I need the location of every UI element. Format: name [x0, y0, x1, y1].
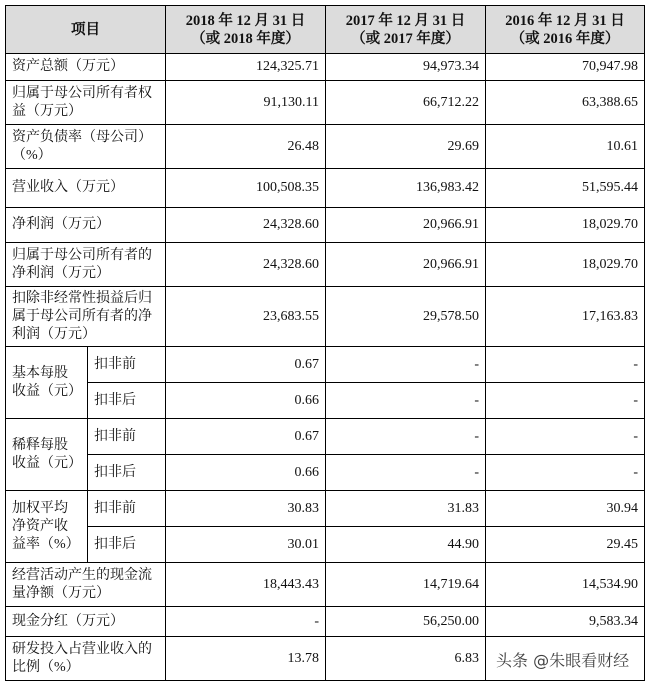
cell-2016: - [486, 347, 645, 383]
row-label: 归属于母公司所有者的净利润（万元） [6, 243, 166, 287]
header-2016: 2016 年 12 月 31 日 （或 2016 年度） [486, 6, 645, 54]
cell-2018: 26.48 [166, 125, 326, 169]
cell-2017: 29.69 [326, 125, 486, 169]
cell-2017: 20,966.91 [326, 243, 486, 287]
cell-2016: 63,388.65 [486, 81, 645, 125]
cell-2018: 24,328.60 [166, 243, 326, 287]
cell-2018: 0.66 [166, 383, 326, 419]
watermark-text: 头条 @朱眼看财经 [496, 651, 630, 670]
row-sub-label: 扣非后 [88, 455, 166, 491]
row-sub-label: 扣非前 [88, 491, 166, 527]
table-row [6, 383, 645, 419]
cell-2017: 44.90 [326, 527, 486, 563]
cell-2017: 94,973.34 [326, 54, 486, 81]
cell-2017: 6.83 [326, 637, 486, 681]
row-sub-label: 扣非后 [88, 383, 166, 419]
cell-2018: 13.78 [166, 637, 326, 681]
table-row [6, 455, 645, 491]
row-label: 现金分红（万元） [6, 607, 166, 637]
table-row [6, 347, 645, 383]
cell-2016: - [486, 383, 645, 419]
cell-2016: 14,534.90 [486, 563, 645, 607]
cell-2016: 18,029.70 [486, 243, 645, 287]
header-2018: 2018 年 12 月 31 日 （或 2018 年度） [166, 6, 326, 54]
table-row [6, 419, 645, 455]
cell-2018: 30.01 [166, 527, 326, 563]
cell-2018: 0.67 [166, 419, 326, 455]
row-label: 研发投入占营业收入的比例（%） [6, 637, 166, 681]
table-row [6, 287, 645, 347]
row-label: 经营活动产生的现金流量净额（万元） [6, 563, 166, 607]
table-row [6, 491, 645, 527]
cell-2018: 30.83 [166, 491, 326, 527]
row-label: 归属于母公司所有者权益（万元） [6, 81, 166, 125]
table-row [6, 563, 645, 607]
cell-2018: 91,130.11 [166, 81, 326, 125]
row-label: 扣除非经常性损益后归属于母公司所有者的净利润（万元） [6, 287, 166, 347]
table-row [6, 54, 645, 81]
cell-2016: 51,595.44 [486, 169, 645, 208]
cell-2018: 124,325.71 [166, 54, 326, 81]
cell-2018: 0.67 [166, 347, 326, 383]
cell-2017: 20,966.91 [326, 208, 486, 243]
cell-2017: - [326, 455, 486, 491]
cell-2016: 18,029.70 [486, 208, 645, 243]
row-sub-label: 扣非前 [88, 419, 166, 455]
row-group-label: 加权平均净资产收益率（%） [6, 491, 88, 563]
table-row [6, 607, 645, 637]
cell-2016: 17,163.83 [486, 287, 645, 347]
cell-2016: 29.45 [486, 527, 645, 563]
cell-2016: 30.94 [486, 491, 645, 527]
cell-2017: 66,712.22 [326, 81, 486, 125]
financial-summary-table [5, 5, 645, 681]
cell-2016: 9,583.34 [486, 607, 645, 637]
cell-2018: - [166, 607, 326, 637]
cell-2016: - [486, 419, 645, 455]
cell-2018: 100,508.35 [166, 169, 326, 208]
row-label: 资产负债率（母公司）（%） [6, 125, 166, 169]
table-row [6, 125, 645, 169]
cell-2017: - [326, 419, 486, 455]
cell-2018: 24,328.60 [166, 208, 326, 243]
cell-2017: 136,983.42 [326, 169, 486, 208]
table-row [6, 243, 645, 287]
cell-2017: - [326, 383, 486, 419]
row-group-label: 稀释每股收益（元） [6, 419, 88, 491]
row-label: 营业收入（万元） [6, 169, 166, 208]
cell-2018: 23,683.55 [166, 287, 326, 347]
row-sub-label: 扣非前 [88, 347, 166, 383]
cell-2017: 29,578.50 [326, 287, 486, 347]
cell-2017: 31.83 [326, 491, 486, 527]
cell-2016: 10.61 [486, 125, 645, 169]
cell-2017: - [326, 347, 486, 383]
cell-2017: 56,250.00 [326, 607, 486, 637]
cell-2018: 18,443.43 [166, 563, 326, 607]
cell-2017: 14,719.64 [326, 563, 486, 607]
header-row [6, 6, 645, 54]
table-row [6, 527, 645, 563]
row-label: 资产总额（万元） [6, 54, 166, 81]
row-sub-label: 扣非后 [88, 527, 166, 563]
table-row [6, 208, 645, 243]
table-row [6, 169, 645, 208]
cell-2016: 70,947.98 [486, 54, 645, 81]
row-label: 净利润（万元） [6, 208, 166, 243]
table-row [6, 81, 645, 125]
cell-2016: - [486, 455, 645, 491]
header-item: 项目 [6, 6, 166, 54]
cell-2018: 0.66 [166, 455, 326, 491]
row-group-label: 基本每股收益（元） [6, 347, 88, 419]
header-2017: 2017 年 12 月 31 日 （或 2017 年度） [326, 6, 486, 54]
